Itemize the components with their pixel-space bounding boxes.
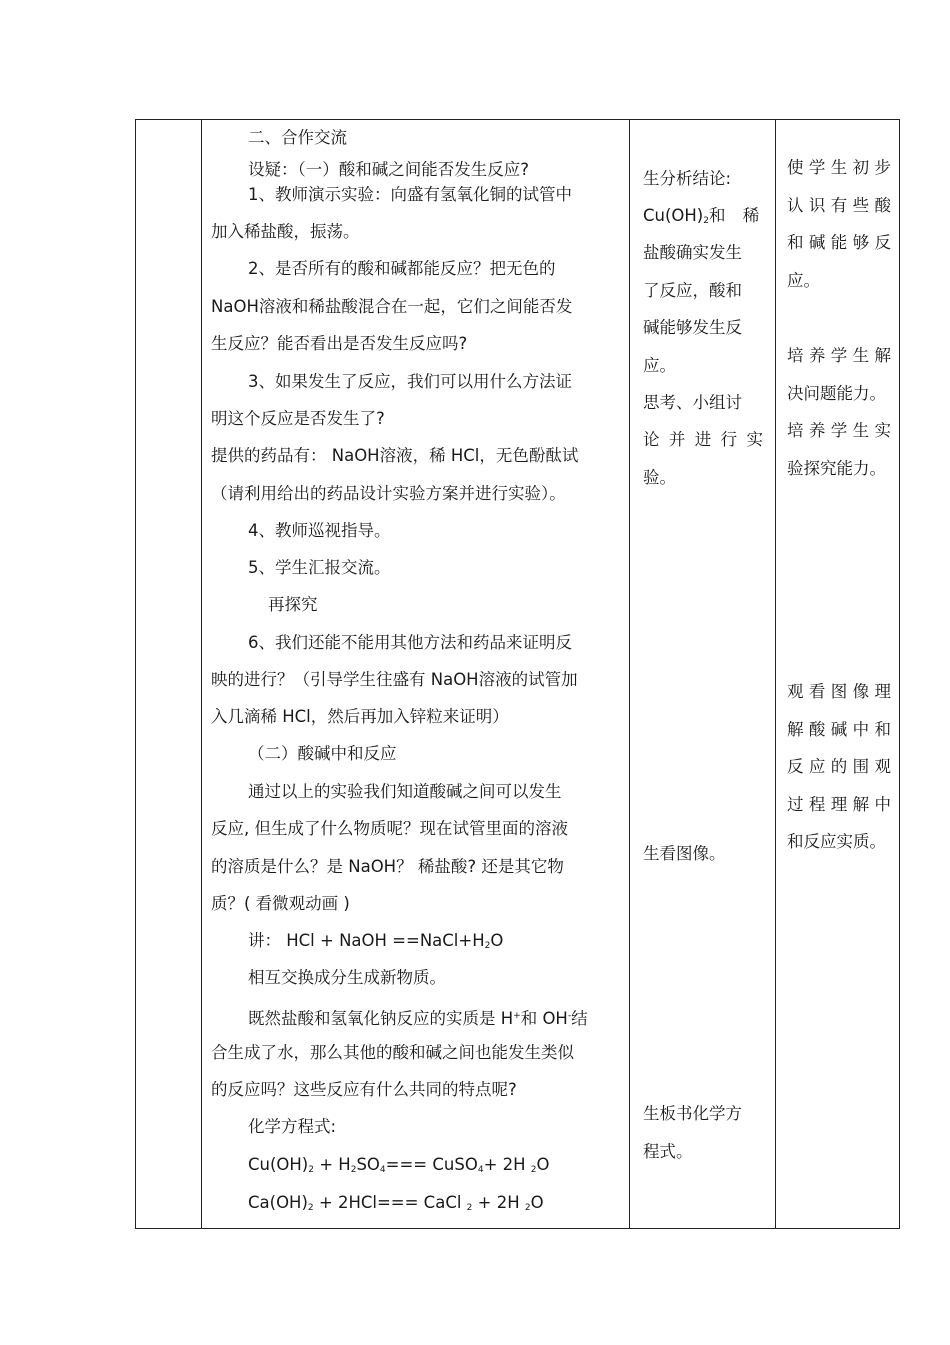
equation-line: $Ca(OH)_2 + 2HCl===$ CaCl $_2$ + 2H $_2$O [248, 1193, 544, 1213]
text-line: 3、如果发生了反应，我们可以用什么方法证 [248, 372, 572, 391]
empty-first-column [136, 120, 201, 1228]
text-line: 再探究 [268, 595, 318, 614]
student-activity-column [630, 120, 775, 1228]
text-line: 的反应吗？这些反应有什么共同的特点呢? [211, 1080, 517, 1099]
text-line: 培养学生解 [787, 346, 891, 365]
text-line: 映的进行？（引导学生往盛有 NaOH溶液的试管加 [211, 670, 578, 689]
text-line: 应。 [643, 356, 676, 375]
text-line: 和碱能够反 [787, 233, 891, 252]
text-line: （请利用给出的药品设计实验方案并进行实验）。 [211, 484, 566, 503]
text-line: 思考、小组讨 [643, 393, 742, 412]
text-line: 解酸碱中和 [787, 720, 891, 739]
text-line: $Cu(OH)_2$ 和 稀 [643, 206, 766, 226]
text-line: 生分析结论: [643, 169, 732, 188]
text-line: 生板书化学方 [643, 1104, 742, 1123]
text-line: 明这个反应是否发生了? [211, 409, 385, 428]
text-line: NaOH溶液和稀盐酸混合在一起，它们之间能否发 [211, 297, 573, 316]
text-line: 通过以上的实验我们知道酸碱之间可以发生 [248, 782, 562, 801]
text-line: 使学生初步 [787, 158, 891, 177]
text-line: 论并进行实 [643, 430, 763, 449]
text-line: 观看图像理 [787, 682, 891, 701]
text-line: 碱能够发生反 [643, 318, 742, 337]
question-heading: 设疑：（一）酸和碱之间能否发生反应? [248, 160, 530, 179]
text-line: 认识有些酸 [787, 196, 891, 215]
teacher-activity-column [202, 120, 629, 1228]
text-line: 和反应实质。 [787, 832, 886, 851]
text-line: 决问题能力。 [787, 384, 886, 403]
text-line: 相互交换成分生成新物质。 [248, 968, 446, 987]
text-line: 提供的药品有： NaOH溶液，稀 HCl，无色酚酞试 [211, 446, 579, 465]
subsection-heading: （二）酸碱中和反应 [248, 744, 397, 763]
text-line: 生反应？能否看出是否发生反应吗? [211, 334, 468, 353]
text-line: 反应, 但生成了什么物质呢？现在试管里面的溶液 [211, 819, 568, 838]
text-line: 1、教师演示实验：向盛有氢氧化铜的试管中 [248, 185, 572, 204]
text-line: 程式。 [643, 1142, 693, 1161]
text-line: 反应的围观 [787, 757, 891, 776]
equation-line: $Cu(OH)_2 + H_2SO_4===$ CuSO$_4$+ 2H $_2$O [248, 1155, 550, 1175]
text-line: 生看图像。 [643, 844, 726, 863]
text-line: 4、教师巡视指导。 [248, 521, 391, 540]
text-line: 质？( 看微观动画 ) [211, 894, 350, 913]
text-line: 入几滴稀 HCl，然后再加入锌粒来证明） [211, 707, 509, 726]
text-line: 过程理解中 [787, 795, 891, 814]
text-line: 5、学生汇报交流。 [248, 558, 391, 577]
section-heading: 二、合作交流 [248, 128, 347, 147]
text-line: 验探究能力。 [787, 459, 886, 478]
text-line: 的溶质是什么？是 NaOH？ 稀盐酸? 还是其它物 [211, 857, 564, 876]
text-line: 验。 [643, 468, 676, 487]
text-line: 合生成了水，那么其他的酸和碱之间也能发生类似 [211, 1043, 574, 1062]
design-purpose-column [776, 120, 900, 1228]
equation-line: 讲： HCl + NaOH $==NaCl+H_2O$ [248, 931, 504, 951]
text-line: 化学方程式: [248, 1117, 337, 1136]
text-line: 了反应，酸和 [643, 281, 742, 300]
lesson-table [135, 119, 900, 1229]
text-line: 2、是否所有的酸和碱都能反应？把无色的 [248, 259, 556, 278]
text-line: 盐酸确实发生 [643, 243, 742, 262]
text-line: 加入稀盐酸，振荡。 [211, 222, 360, 241]
text-line: 6、我们还能不能用其他方法和药品来证明反 [248, 633, 572, 652]
text-line: 既然盐酸和氢氧化钠反应的实质是 H+和 OH-结 [248, 1009, 588, 1028]
text-line: 培养学生实 [787, 421, 891, 440]
text-line: 应。 [787, 271, 820, 290]
